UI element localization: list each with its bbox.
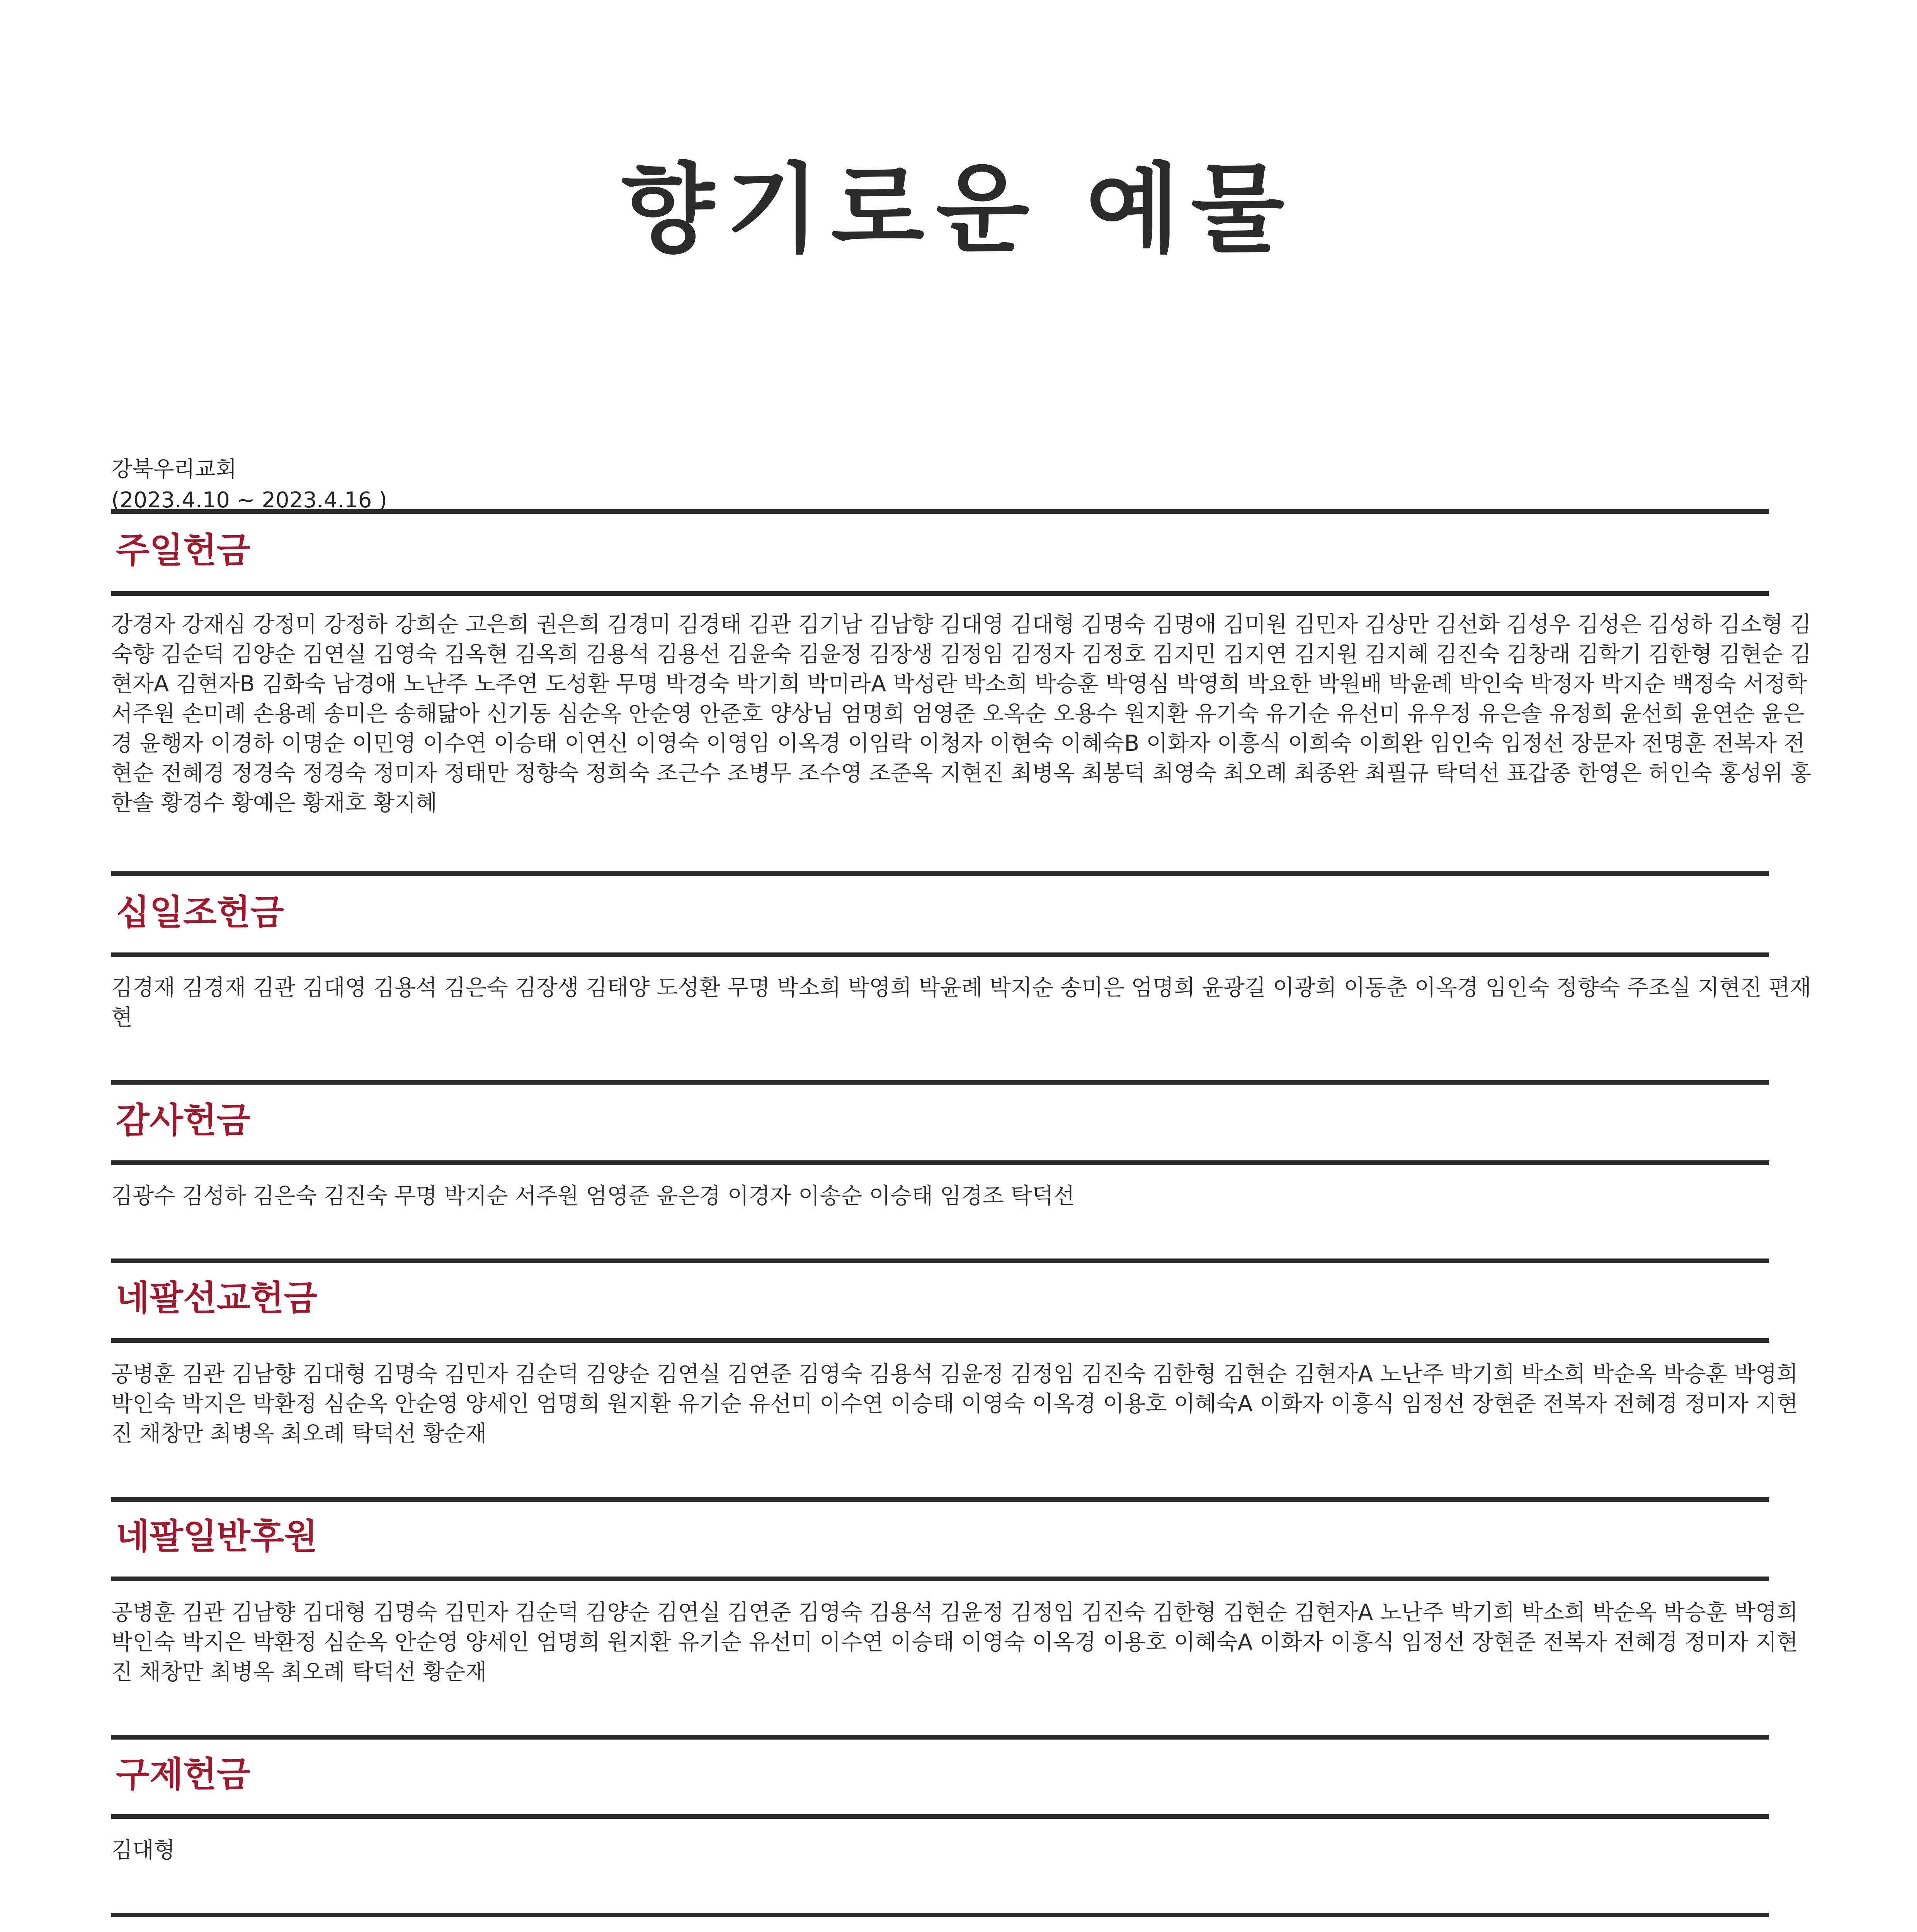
section-divider bbox=[111, 1577, 1769, 1581]
section-divider bbox=[111, 1259, 1769, 1263]
section-heading-relief: 구제헌금 bbox=[116, 1754, 250, 1795]
date-range: (2023.4.10 ~ 2023.4.16 ) bbox=[111, 488, 388, 513]
section-divider bbox=[111, 1497, 1769, 1502]
section-names-thanks: 김광수 김성하 김은숙 김진숙 무명 박지순 서주원 엄영준 윤은경 이경자 이송순 이승태 임경조 탁덕선 bbox=[111, 1183, 1075, 1209]
section-heading-nepal-mission: 네팔선교헌금 bbox=[116, 1278, 318, 1318]
page-title: 향기로운 예물 bbox=[621, 153, 1296, 265]
section-divider bbox=[111, 1080, 1769, 1085]
section-names-nepal-mission: 공병훈 김관 김남향 김대형 김명숙 김민자 김순덕 김양순 김연실 김연준 김영숙 김용석 김윤정 김정임 김진숙 김한형 김현순 김현자A 노난주 박기희 박소희 박순옥 박승훈 박영희 박인숙 박지은 박환정 심순옥 안순영 양세인 엄명희 원지환 유기순 유선미 이수연 이승태 이영숙 이옥경 이용호 이혜숙A 이화자 이흥식 임정선 장현준 전복자 전혜경 정미자 지현진 채창만 최병옥 최오례 탁덕선 황순재 bbox=[111, 1361, 1798, 1446]
section-names-relief: 김대형 bbox=[111, 1837, 175, 1863]
section-heading-sunday: 주일헌금 bbox=[116, 530, 250, 571]
section-divider bbox=[111, 509, 1769, 514]
section-heading-nepal-support: 네팔일반후원 bbox=[116, 1516, 318, 1557]
section-heading-tithe: 십일조헌금 bbox=[116, 892, 284, 933]
section-divider bbox=[111, 1160, 1769, 1165]
section-names-tithe: 김경재 김경재 김관 김대영 김용석 김은숙 김장생 김태양 도성환 무명 박소희 박영희 박윤례 박지순 송미은 엄명희 윤광길 이광희 이동춘 이옥경 임인숙 정향숙 주조실 지현진 편재현 bbox=[111, 975, 1812, 1030]
section-divider bbox=[111, 591, 1769, 596]
church-name: 강북우리교회 bbox=[111, 457, 237, 482]
section-divider bbox=[111, 1913, 1769, 1917]
section-names-sunday: 강경자 강재심 강정미 강정하 강희순 고은희 권은희 김경미 김경태 김관 김기남 김남향 김대영 김대형 김명숙 김명애 김미원 김민자 김상만 김선화 김성우 김성은 김성하 김소형 김숙향 김순덕 김양순 김연실 김영숙 김옥현 김옥희 김용석 김용선 김윤숙 김윤정 김장생 김정임 김정자 김정호 김지민 김지연 김지원 김지혜 김진숙 김창래 김학기 김한형 김현순 김현자A 김현자B 김화숙 남경애 노난주 노주연 도성환 무명 박경숙 박기희 박미라A 박성란 박소희 박승훈 박영심 박영희 박요한 박원배 박윤례 박인숙 박정자 박지순 백정숙 서정학 서주원 손미례 손용례 송미은 송해닮아 신기동 심순옥 안순영 안준호 양상님 엄명희 엄영준 오옥순 오용수 원지환 유기숙 유기순 유선미 유우정 유은솔 유정희 윤선희 윤연순 윤은경 윤행자 이경하 이명순 이민영 이수연 이승태 이연신 이영숙 이영임 이옥경 이임락 이청자 이현숙 이혜숙B 이화자 이흥식 이희숙 이희완 임인숙 임정선 장문자 전명훈 전복자 전현순 전혜경 정경숙 정경숙 정미자 정태만 정향숙 정희숙 조근수 조병무 조수영 조준옥 지현진 최병옥 최봉덕 최영숙 최오례 최종완 최필규 탁덕선 표갑종 한영은 허인숙 홍성위 홍한솔 황경수 황예은 황재호 황지혜 bbox=[111, 612, 1812, 816]
section-names-nepal-support: 공병훈 김관 김남향 김대형 김명숙 김민자 김순덕 김양순 김연실 김연준 김영숙 김용석 김윤정 김정임 김진숙 김한형 김현순 김현자A 노난주 박기희 박소희 박순옥 박승훈 박영희 박인숙 박지은 박환정 심순옥 안순영 양세인 엄명희 원지환 유기순 유선미 이수연 이승태 이영숙 이옥경 이용호 이혜숙A 이화자 이흥식 임정선 장현준 전복자 전혜경 정미자 지현진 채창만 최병옥 최오례 탁덕선 황순재 bbox=[111, 1600, 1798, 1685]
section-divider bbox=[111, 871, 1769, 876]
section-divider bbox=[111, 1814, 1769, 1819]
section-divider bbox=[111, 1338, 1769, 1343]
section-divider bbox=[111, 1735, 1769, 1740]
section-divider bbox=[111, 952, 1769, 957]
section-heading-thanks: 감사헌금 bbox=[116, 1100, 250, 1141]
